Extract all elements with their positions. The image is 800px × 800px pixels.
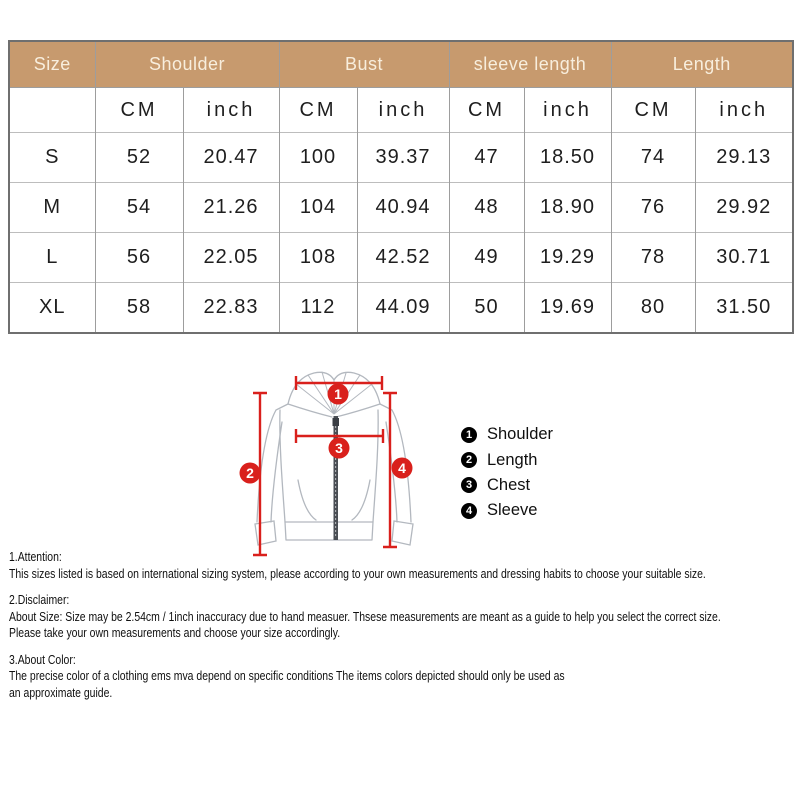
note-about-color [9,652,794,702]
measurement-cell: 44.09 [357,283,449,334]
unit-cell: inch [524,88,611,133]
measurement-cell: 20.47 [183,133,279,183]
unit-cell: inch [695,88,793,133]
size-label: M [9,183,95,233]
measurement-cell: 58 [95,283,183,334]
column-header-bust: Bust [279,41,449,88]
note-disclaimer [9,592,794,642]
measurement-cell: 49 [449,233,524,283]
measurement-cell: 76 [611,183,695,233]
note-line: The precise color of a clothing ems mva depend on specific conditions The items colors depicted should only be used as [9,668,565,683]
note-line: an approximate guide. [9,684,113,700]
note-line: This sizes listed is based on international sizing system, please according to your own measurements and dressing habits to choose your suitable size. [9,565,706,581]
number-3-icon: 3 [461,477,477,493]
measurement-cell: 19.69 [524,283,611,334]
legend-item-shoulder [461,422,553,447]
measurement-cell: 29.13 [695,133,793,183]
measurement-cell: 40.94 [357,183,449,233]
unit-cell: CM [95,88,183,133]
measurement-cell: 30.71 [695,233,793,283]
size-label: S [9,133,95,183]
unit-cell: CM [279,88,357,133]
size-label: L [9,233,95,283]
note-line: About Size: Size may be 2.54cm / 1inch inaccuracy due to hand measuer. Thsese measurements are meant as a guide to help you select the correct size. [9,608,721,624]
note-attention [9,549,794,582]
measurement-markers [240,384,413,484]
measurement-cell: 19.29 [524,233,611,283]
measurement-cell: 50 [449,283,524,334]
note-heading: 1.Attention: [9,549,62,564]
size-table [8,40,794,334]
measurement-legend [461,422,553,524]
legend-label: Sleeve [487,501,538,520]
unit-cell: CM [449,88,524,133]
marker-3: 3 [335,440,343,456]
marker-2: 2 [246,465,254,481]
measurement-cell: 22.83 [183,283,279,334]
measurement-cell: 56 [95,233,183,283]
unit-cell-empty [9,88,95,133]
measurement-cell: 78 [611,233,695,283]
unit-cell: inch [183,88,279,133]
legend-item-chest [461,473,553,498]
measurement-cell: 48 [449,183,524,233]
measurement-cell: 29.92 [695,183,793,233]
legend-item-sleeve [461,498,553,523]
unit-cell: CM [611,88,695,133]
number-2-icon: 2 [461,452,477,468]
measurement-cell: 39.37 [357,133,449,183]
legend-label: Length [487,450,538,469]
legend-item-length [461,447,553,472]
measurement-cell: 42.52 [357,233,449,283]
measurement-cell: 100 [279,133,357,183]
unit-row [9,88,793,133]
measurement-cell: 18.90 [524,183,611,233]
measurement-cell: 112 [279,283,357,334]
measurement-cell: 22.05 [183,233,279,283]
column-header-shoulder: Shoulder [95,41,279,88]
notes-section [9,549,794,711]
number-4-icon: 4 [461,503,477,519]
table-row-s [9,133,793,183]
note-line: Please take your own measurements and choose your size accordingly. [9,625,341,640]
table-row-l [9,233,793,283]
measurement-cell: 104 [279,183,357,233]
marker-1: 1 [334,386,342,402]
measurement-cell: 74 [611,133,695,183]
table-row-m [9,183,793,233]
unit-cell: inch [357,88,449,133]
table-header-row [9,41,793,88]
legend-label: Shoulder [487,425,554,444]
measurement-cell: 80 [611,283,695,334]
column-header-size: Size [9,41,95,88]
measurement-cell: 18.50 [524,133,611,183]
measurement-cell: 47 [449,133,524,183]
table-row-xl [9,283,793,334]
size-label: XL [9,283,95,334]
measurement-cell: 31.50 [695,283,793,334]
column-header-length: Length [611,41,793,88]
measurement-cell: 21.26 [183,183,279,233]
number-1-icon: 1 [461,427,477,443]
note-heading: 3.About Color: [9,651,76,667]
measurement-cell: 108 [279,233,357,283]
legend-label: Chest [487,475,531,494]
measurement-cell: 54 [95,183,183,233]
measurement-cell: 52 [95,133,183,183]
note-heading: 2.Disclaimer: [9,592,70,607]
marker-4: 4 [398,460,406,476]
column-header-sleeve-length: sleeve length [449,41,611,88]
